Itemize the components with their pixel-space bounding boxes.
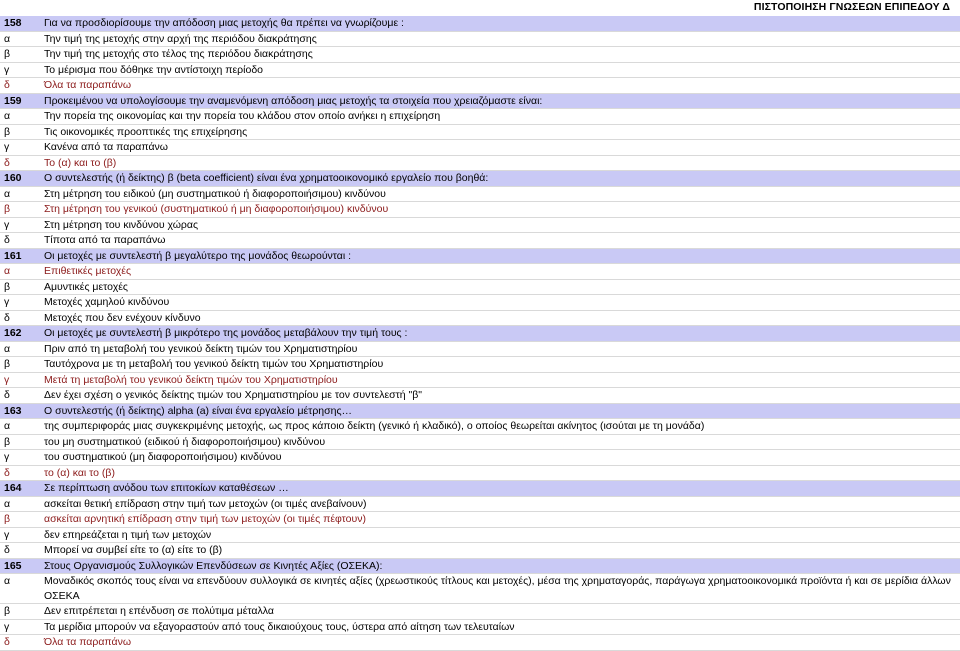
option-row bbox=[0, 419, 960, 435]
option-row bbox=[0, 109, 960, 125]
option-row bbox=[0, 140, 960, 156]
question-number: 160 bbox=[4, 172, 22, 184]
option-text: Τις οικονομικές προοπτικές της επιχείρησης bbox=[44, 125, 248, 138]
option-row bbox=[0, 620, 960, 636]
option-row bbox=[0, 388, 960, 404]
option-text: του συστηματικού (μη διαφοροποιήσιμου) κινδύνου bbox=[44, 451, 282, 463]
option-letter: γ bbox=[4, 141, 10, 153]
question-number: 163 bbox=[4, 404, 22, 417]
option-text: Στη μέτρηση του κινδύνου χώρας bbox=[44, 218, 199, 231]
option-letter: δ bbox=[4, 389, 10, 401]
option-row-correct bbox=[0, 78, 960, 94]
page-header-title: ΠΙΣΤΟΠΟΙΗΣΗ ΓΝΩΣΕΩΝ ΕΠΙΠΕΔΟΥ Δ bbox=[753, 1, 950, 13]
option-row-correct bbox=[0, 264, 960, 280]
option-row-correct bbox=[0, 156, 960, 172]
option-text: Στη μέτρηση του γενικού (συστηματικού ή μη διαφοροποιήσιμου) κινδύνου bbox=[44, 203, 389, 215]
question-row bbox=[0, 94, 960, 110]
option-row bbox=[0, 280, 960, 296]
option-letter: α bbox=[4, 342, 11, 355]
question-text: Προκειμένου να υπολογίσουμε την αναμενόμενη απόδοση μιας μετοχής τα στοιχεία που χρειαζόμαστε είναι: bbox=[44, 94, 543, 107]
option-row bbox=[0, 233, 960, 249]
option-text: Επιθετικές μετοχές bbox=[44, 265, 132, 277]
question-number: 164 bbox=[4, 482, 22, 494]
option-row bbox=[0, 543, 960, 559]
question-row bbox=[0, 16, 960, 32]
option-text: το (α) και το (β) bbox=[44, 466, 115, 479]
option-letter: δ bbox=[4, 544, 10, 556]
option-letter: α bbox=[4, 420, 11, 432]
option-letter: δ bbox=[4, 311, 10, 324]
question-list bbox=[0, 16, 960, 651]
option-letter: δ bbox=[4, 466, 10, 479]
option-text: του μη συστηματικού (ειδικού ή διαφοροποιήσιμου) κινδύνου bbox=[44, 435, 326, 448]
question-number: 161 bbox=[4, 249, 22, 262]
option-text: Ταυτόχρονα με τη μεταβολή του γενικού δείκτη τιμών του Χρηματιστηρίου bbox=[44, 358, 384, 370]
option-row bbox=[0, 604, 960, 620]
option-text: Μετοχές χαμηλού κινδύνου bbox=[44, 296, 170, 308]
option-row bbox=[0, 357, 960, 373]
question-text: Στους Οργανισμούς Συλλογικών Επενδύσεων σε Κινητές Αξίες (ΟΣΕΚΑ): bbox=[44, 559, 383, 572]
option-text: ασκείται θετική επίδραση στην τιμή των μετοχών (οι τιμές ανεβαίνουν) bbox=[44, 497, 367, 510]
option-letter: β bbox=[4, 605, 11, 617]
option-row bbox=[0, 218, 960, 234]
option-text: Δεν επιτρέπεται η επένδυση σε πολύτιμα μέταλλα bbox=[44, 605, 274, 617]
option-text: Μοναδικός σκοπός τους είναι να επενδύουν συλλογικά σε κινητές αξίες (χρεωστικούς τίτλους και μετοχές), μέσα της χρηματαγοράς, παράγωγα χρηματοοικονομικά προϊόντα ή και σε μερίδια άλλων ΟΣΕΚΑ bbox=[44, 575, 951, 602]
option-letter: γ bbox=[4, 63, 10, 76]
option-letter: α bbox=[4, 575, 11, 587]
option-row bbox=[0, 311, 960, 327]
option-row bbox=[0, 574, 960, 604]
option-letter: γ bbox=[4, 451, 10, 463]
option-letter: γ bbox=[4, 373, 10, 386]
question-row bbox=[0, 559, 960, 575]
question-number: 159 bbox=[4, 94, 22, 107]
option-letter: γ bbox=[4, 620, 10, 633]
question-text: Για να προσδιορίσουμε την απόδοση μιας μετοχής θα πρέπει να γνωρίζουμε : bbox=[44, 17, 404, 29]
option-text: Μετοχές που δεν ενέχουν κίνδυνο bbox=[44, 311, 201, 324]
option-letter: γ bbox=[4, 296, 10, 308]
option-letter: δ bbox=[4, 79, 10, 91]
option-row bbox=[0, 295, 960, 311]
option-letter: α bbox=[4, 32, 11, 45]
option-text: Τίποτα από τα παραπάνω bbox=[44, 234, 166, 246]
question-number: 162 bbox=[4, 327, 22, 339]
option-text: δεν επηρεάζεται η τιμή των μετοχών bbox=[44, 528, 212, 541]
option-letter: δ bbox=[4, 156, 10, 169]
question-text: Σε περίπτωση ανόδου των επιτοκίων καταθέσεων … bbox=[44, 482, 289, 494]
option-row bbox=[0, 187, 960, 203]
option-row bbox=[0, 63, 960, 79]
question-row bbox=[0, 249, 960, 265]
option-text: Μπορεί να συμβεί είτε το (α) είτε το (β) bbox=[44, 544, 223, 556]
option-text: Τα μερίδια μπορούν να εξαγοραστούν από τους δικαιούχους τους, ύστερα από αίτηση των τελευταίων bbox=[44, 620, 515, 633]
question-text: Ο συντελεστής (ή δείκτης) β (beta coefficient) είναι ένα χρηματοοικονομικό εργαλείο που βοηθά: bbox=[44, 172, 489, 184]
option-row bbox=[0, 435, 960, 451]
option-letter: δ bbox=[4, 234, 10, 246]
option-text: Όλα τα παραπάνω bbox=[44, 636, 132, 648]
question-row bbox=[0, 326, 960, 342]
option-text: Την πορεία της οικονομίας και την πορεία του κλάδου στον οποίο ανήκει η επιχείρηση bbox=[44, 110, 441, 122]
option-row bbox=[0, 47, 960, 63]
question-text: Οι μετοχές με συντελεστή β μεγαλύτερο της μονάδος θεωρούνται : bbox=[44, 249, 352, 262]
option-row-correct bbox=[0, 512, 960, 528]
option-letter: α bbox=[4, 187, 11, 200]
option-text: Κανένα από τα παραπάνω bbox=[44, 141, 168, 153]
question-text: Οι μετοχές με συντελεστή β μικρότερο της μονάδος μεταβάλουν την τιμή τους : bbox=[44, 327, 408, 339]
option-row-correct bbox=[0, 202, 960, 218]
option-letter: β bbox=[4, 203, 11, 215]
question-row bbox=[0, 404, 960, 420]
option-text: Το (α) και το (β) bbox=[44, 156, 117, 169]
option-text: Όλα τα παραπάνω bbox=[44, 79, 132, 91]
option-text: Αμυντικές μετοχές bbox=[44, 280, 128, 293]
question-row bbox=[0, 171, 960, 187]
option-letter: δ bbox=[4, 636, 10, 648]
option-text: Την τιμή της μετοχής στην αρχή της περιόδου διακράτησης bbox=[44, 32, 317, 45]
option-letter: β bbox=[4, 125, 11, 138]
option-row-correct bbox=[0, 373, 960, 389]
option-text: Στη μέτρηση του ειδικού (μη συστηματικού ή διαφοροποιήσιμου) κινδύνου bbox=[44, 187, 386, 200]
question-row bbox=[0, 481, 960, 497]
option-row-correct bbox=[0, 466, 960, 482]
option-text: ασκείται αρνητική επίδραση στην τιμή των μετοχών (οι τιμές πέφτουν) bbox=[44, 513, 366, 525]
option-row bbox=[0, 497, 960, 513]
option-letter: β bbox=[4, 513, 11, 525]
option-row bbox=[0, 528, 960, 544]
option-text: Δεν έχει σχέση ο γενικός δείκτης τιμών του Χρηματιστηρίου με τον συντελεστή "β" bbox=[44, 389, 423, 401]
option-text: Το μέρισμα που δόθηκε την αντίστοιχη περίοδο bbox=[44, 63, 264, 76]
option-letter: β bbox=[4, 358, 11, 370]
option-letter: β bbox=[4, 435, 11, 448]
option-letter: γ bbox=[4, 218, 10, 231]
option-letter: α bbox=[4, 265, 11, 277]
option-letter: γ bbox=[4, 528, 10, 541]
option-letter: α bbox=[4, 497, 11, 510]
option-text: Πριν από τη μεταβολή του γενικού δείκτη τιμών του Χρηματιστηρίου bbox=[44, 342, 358, 355]
question-text: Ο συντελεστής (ή δείκτης) alpha (a) είναι ένα εργαλείο μέτρησης… bbox=[44, 404, 353, 417]
question-number: 158 bbox=[4, 17, 22, 29]
option-letter: α bbox=[4, 110, 11, 122]
option-text: Μετά τη μεταβολή του γενικού δείκτη τιμών του Χρηματιστηρίου bbox=[44, 373, 338, 386]
option-letter: β bbox=[4, 280, 11, 293]
option-text: Την τιμή της μετοχής στο τέλος της περιόδου διακράτησης bbox=[44, 48, 313, 60]
option-row bbox=[0, 32, 960, 48]
question-number: 165 bbox=[4, 559, 22, 572]
option-letter: β bbox=[4, 48, 11, 60]
option-row bbox=[0, 125, 960, 141]
option-row bbox=[0, 450, 960, 466]
option-text: της συμπεριφοράς μιας συγκεκριμένης μετοχής, ως προς κάποιο δείκτη (γενικό ή κλαδικό), ο οποίος θεωρείται ακίνητος (ισούται με τη μονάδα) bbox=[44, 420, 705, 432]
option-row-correct bbox=[0, 635, 960, 651]
option-row bbox=[0, 342, 960, 358]
